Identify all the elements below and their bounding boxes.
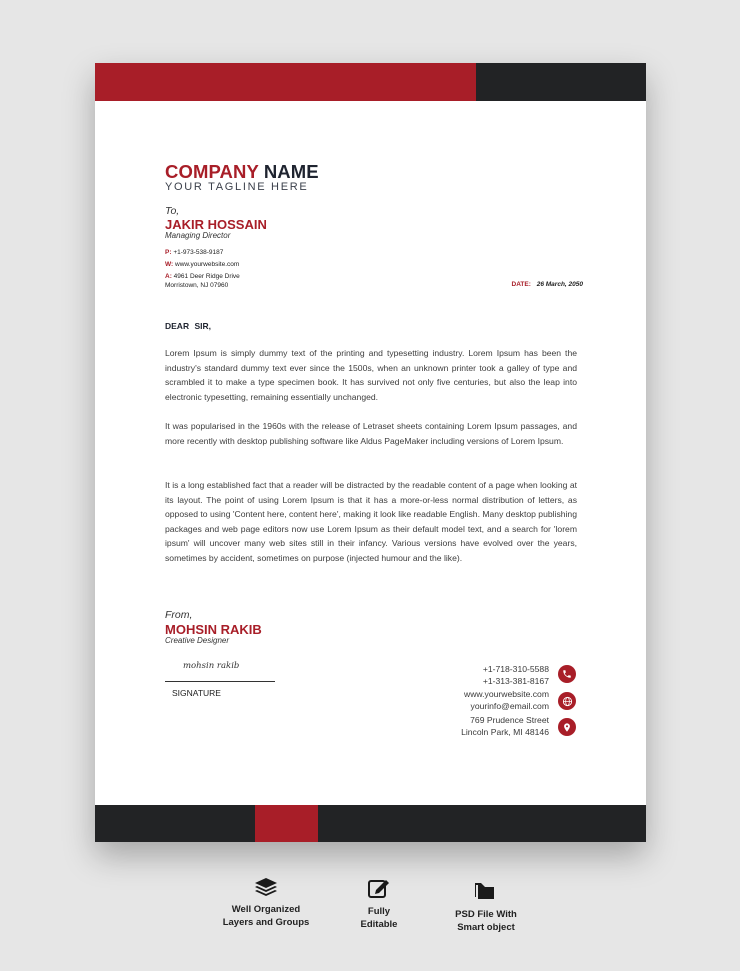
letterhead-page: [95, 63, 646, 842]
top-dark-bar: [476, 63, 646, 101]
footer-phone-1: +1-718-310-5588: [482, 664, 549, 674]
recipient-name: JAKIR HOSSAIN: [165, 217, 267, 232]
company-tagline: YOUR TAGLINE HERE: [165, 181, 309, 193]
web-value: www.yourwebsite.com: [175, 261, 240, 268]
feature-layers: [206, 877, 326, 929]
body-paragraph-3: It is a long established fact that a reader will be distracted by the readable content of a page when looking at its layout. The point of using Lorem Ipsum is that it has a more-or-less normal distribution of letters, as opposed to using 'Content here, content here', making it look like readable English. Many desktop publishing packages and web page editors now use Lorem Ipsum as their default model text, and a search for 'lorem ipsum' will uncover many web sites still in their infancy. Various versions have evolved over the years, sometimes by accident, sometimes on purpose (injected humour and the like).: [165, 480, 577, 563]
recipient-address: [165, 273, 240, 280]
feature-editable-line2: Editable: [360, 919, 398, 930]
body-paragraph-2: It was popularised in the 1960s with the release of Letraset sheets containing Lorem Ipsum passages, and more recently with desktop publishing software like Aldus PageMaker including versions of Lorem Ipsum.: [165, 421, 577, 446]
footer-address-line1: 769 Prudence Street: [470, 715, 549, 725]
recipient-web: [165, 261, 239, 268]
address-key: A:: [165, 273, 172, 280]
signature-script: mohsin rakib: [183, 661, 240, 671]
location-icon: [558, 718, 576, 736]
date-label: DATE:: [511, 281, 531, 288]
signature-label: SIGNATURE: [172, 688, 221, 698]
company-name-part1: COMPANY: [165, 161, 259, 182]
from-label: From,: [165, 609, 193, 621]
footer-website: www.yourwebsite.com: [463, 689, 549, 699]
company-name: [165, 161, 319, 183]
feature-psd-line2: Smart object: [457, 922, 515, 933]
feature-editable-line1: Fully: [367, 906, 391, 917]
address-line1: 4961 Deer Ridge Drive: [173, 273, 240, 280]
phone-value: +1-973-538-9187: [173, 249, 224, 256]
feature-psd: [426, 880, 546, 934]
top-red-bar: [95, 63, 476, 101]
signature-line: [165, 681, 275, 682]
bottom-red-bar: [255, 805, 318, 842]
footer-address: [461, 714, 549, 738]
layers-icon: [254, 877, 278, 897]
folder-icon: [474, 880, 498, 902]
letter-date: [512, 281, 583, 288]
feature-editable: [319, 877, 439, 931]
phone-key: P:: [165, 249, 172, 256]
recipient-title: Managing Director: [165, 231, 231, 240]
date-value: 26 March, 2050: [536, 281, 583, 288]
globe-icon: [558, 692, 576, 710]
salutation: DEAR SIR,: [165, 321, 211, 331]
phone-icon: [558, 665, 576, 683]
footer-address-line2: Lincoln Park, MI 48146: [461, 727, 549, 737]
feature-layers-line1: Well Organized: [231, 904, 301, 915]
footer-web: [464, 688, 549, 712]
feature-layers-line2: Layers and Groups: [222, 917, 310, 928]
company-name-part2: NAME: [263, 161, 319, 182]
sender-name: MOHSIN RAKIB: [165, 622, 262, 637]
to-label: To,: [165, 205, 180, 217]
sender-title: Creative Designer: [165, 636, 230, 645]
edit-icon: [367, 877, 391, 899]
recipient-phone: [165, 249, 223, 256]
footer-email: yourinfo@email.com: [470, 701, 549, 711]
bottom-dark-bar: [95, 805, 646, 842]
body-paragraph-1: Lorem Ipsum is simply dummy text of the printing and typesetting industry. Lorem Ipsum has been the industry's standard dummy text ever since the 1500s, when an unknown printer took a galley of type and scrambled it to make a type specimen book. It has survived not only five centuries, but also the leap into electronic typesetting, remaining essentially unchanged.: [165, 348, 577, 402]
recipient-address-line2: Morristown, NJ 07960: [165, 282, 229, 289]
feature-psd-line1: PSD File With: [455, 909, 517, 920]
web-key: W:: [165, 261, 174, 268]
footer-phones: [483, 663, 549, 687]
footer-phone-2: +1-313-381-8167: [482, 676, 549, 686]
